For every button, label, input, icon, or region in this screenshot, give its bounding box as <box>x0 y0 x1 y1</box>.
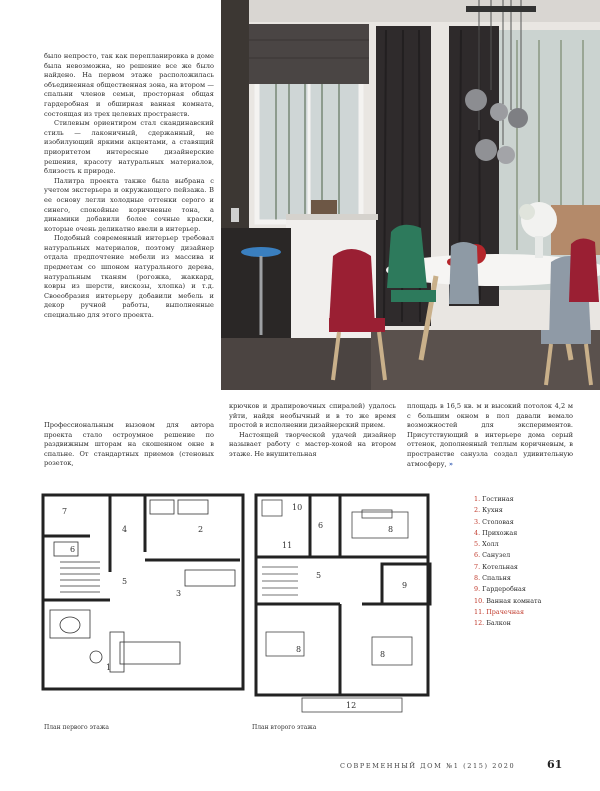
legend-item: 8. Спальня <box>474 574 511 583</box>
legend-item: 1. Гостиная <box>474 495 514 503</box>
legend-item: 9. Гардеробная <box>474 585 526 594</box>
paragraph-text: площадь в 16,5 кв. м и высокий потолок 4,2 м с большим окном в пол давали вемало возможностей для экспериментов. Присутствующий в интерьере дома серый оттенок, дополненный теплым коричневым, в пространстве санузла создал удивительную атмосферу, <box>407 402 573 468</box>
paragraph: было непросто, так как перепланировка в доме была невозможна, но решение все же было найдено. На первом этаже расположилась объединенная общественная зона, на втором — спальни членов семьи, просторная общая гардеробная и обширная ванная комната, состоящая из трех целевых пространств. <box>44 52 214 118</box>
room-label-6: 6 <box>70 545 76 554</box>
paragraph: Палитра проекта также была выбрана с учетом экстерьера и окружающего пейзажа. В ее основу легли холодные оттенки серого и синего, спокойные коричневые тона, а динамики добавили более сочные краски, которые очень деликатно ввели в интерьер. <box>44 176 214 233</box>
article-intro-column <box>44 52 214 321</box>
legend-item: 7. Котельная <box>474 562 518 571</box>
room-label-10: 10 <box>292 503 303 512</box>
article-column-a <box>44 421 214 469</box>
room-label-5: 5 <box>122 577 128 586</box>
page-number: 61 <box>547 758 563 771</box>
room-label-9: 9 <box>402 581 408 590</box>
dining-room-illustration <box>221 0 600 390</box>
room-label-12: 12 <box>346 701 357 710</box>
first-floor-plan <box>40 492 246 692</box>
legend-item: 10. Ванная комната <box>474 596 542 605</box>
legend-item: 11. Прачечная <box>474 607 525 616</box>
paragraph: Настоящей творческой удачей дизайнер называет работу с мастер-хоной на втором этаже. Не внушительная <box>229 430 396 458</box>
room-label-4: 4 <box>122 525 128 534</box>
room-label-8: 8 <box>388 525 394 534</box>
legend-item: 3. Столовая <box>474 517 514 526</box>
legend-item: 4. Прихожая <box>474 528 518 537</box>
first-floor-caption: План первого этажа <box>44 724 109 731</box>
continue-arrow-icon: » <box>446 459 454 468</box>
paragraph: крючков и драпировочных спиралей) удалось уйти, найдя необычный и в то же время простой в исполнении дизайнерский прием. <box>229 402 396 430</box>
room-label-3: 3 <box>176 589 182 598</box>
paragraph: Подобный современный интерьер требовал натуральных материалов, поэтому дизайнер отдала предпочтение мебели из массива и предметам со шпоном натурального дерева, натуральным тканям (рогожка, жаккард, ковры из шерсти, вискозы, хлопка) и т.д. Своеобразия интерьеру добавили мебель и декор ручной работы, выполненные специально для этого проекта. <box>44 234 214 320</box>
article-column-b <box>229 402 396 460</box>
paragraph <box>407 402 573 469</box>
second-floor-plan <box>252 492 457 716</box>
room-label-7: 7 <box>62 507 68 516</box>
room-label-2: 2 <box>198 525 204 534</box>
room-label-8b: 8 <box>296 645 302 654</box>
interior-photo <box>221 0 600 390</box>
legend-item: 12. Балкон <box>474 619 511 628</box>
legend-item: 2. Кухня <box>474 506 503 515</box>
second-floor-caption: План второго этажа <box>252 724 317 731</box>
magazine-footer: СОВРЕМЕННЫЙ ДОМ №1 (215) 2020 <box>340 762 516 770</box>
room-label-11: 11 <box>282 541 293 550</box>
paragraph: Стилевым ориентиром стал скандинавский стиль — лаконичный, сдержанный, не изобилующий яркими акцентами, а ставящий приоритетом интересные дизайнерские решения, красоту натуральных материалов, близость к природе. <box>44 119 214 176</box>
room-label-1: 1 <box>106 663 112 672</box>
legend-item: 6. Санузел <box>474 551 511 560</box>
plan-legend <box>474 494 541 630</box>
paragraph: Профессиональным вызовом для автора проекта стало остроумное решение по раздвижным шторам на скошенном окне в спальне. От стандартных приемов (стеновых розеток, <box>44 421 214 468</box>
room-label-8c: 8 <box>380 650 386 659</box>
article-column-c <box>407 402 573 469</box>
room-label-5: 5 <box>316 571 322 580</box>
room-label-6: 6 <box>318 521 324 530</box>
legend-item: 5. Холл <box>474 540 499 549</box>
